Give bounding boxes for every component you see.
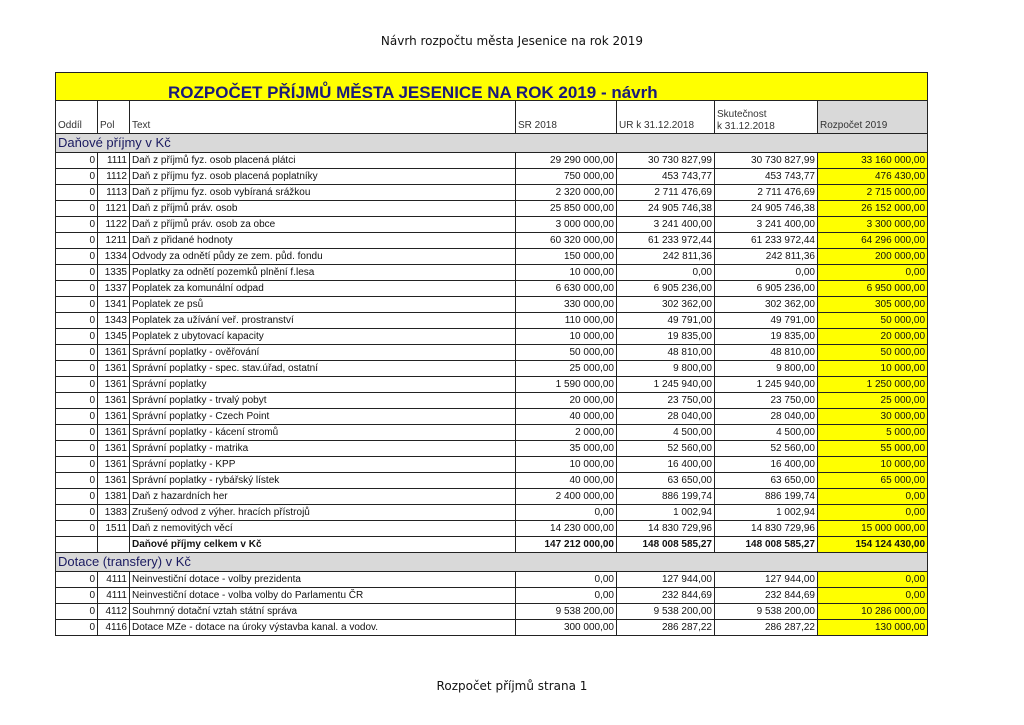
cell-rozp: 25 000,00 <box>818 393 928 409</box>
cell-sr: 2 320 000,00 <box>516 185 617 201</box>
cell-pol: 1361 <box>98 393 130 409</box>
cell-pol: 1121 <box>98 201 130 217</box>
page-footer: Rozpočet příjmů strana 1 <box>436 679 588 693</box>
table-row <box>56 505 928 521</box>
table-row <box>56 185 928 201</box>
cell-ur: 2 711 476,69 <box>617 185 715 201</box>
table-row <box>56 409 928 425</box>
cell-skut: 49 791,00 <box>715 313 818 329</box>
cell-sr: 14 230 000,00 <box>516 521 617 537</box>
table-row <box>56 249 928 265</box>
cell-rozp: 130 000,00 <box>818 620 928 636</box>
cell-ur: 4 500,00 <box>617 425 715 441</box>
cell-oddil: 0 <box>56 588 98 604</box>
table-row <box>56 361 928 377</box>
cell-oddil: 0 <box>56 345 98 361</box>
cell-text: Neinvestiční dotace - volby prezidenta <box>130 572 516 588</box>
table-row <box>56 329 928 345</box>
cell-sr: 0,00 <box>516 572 617 588</box>
cell-text: Dotace MZe - dotace na úroky výstavba kanal. a vodov. <box>130 620 516 636</box>
cell-ur: 286 287,22 <box>617 620 715 636</box>
cell-oddil: 0 <box>56 169 98 185</box>
cell-oddil: 0 <box>56 265 98 281</box>
cell-skut: 61 233 972,44 <box>715 233 818 249</box>
total-sr: 147 212 000,00 <box>516 537 617 553</box>
cell-ur: 9 538 200,00 <box>617 604 715 620</box>
cell-text: Zrušený odvod z výher. hracích přístrojů <box>130 505 516 521</box>
cell-text: Odvody za odnětí půdy ze zem. půd. fondu <box>130 249 516 265</box>
cell-text: Správní poplatky - KPP <box>130 457 516 473</box>
cell-rozp: 64 296 000,00 <box>818 233 928 249</box>
cell-skut: 886 199,74 <box>715 489 818 505</box>
cell-rozp: 65 000,00 <box>818 473 928 489</box>
cell-oddil: 0 <box>56 297 98 313</box>
cell-oddil: 0 <box>56 329 98 345</box>
cell-ur: 16 400,00 <box>617 457 715 473</box>
col-header-skut <box>715 101 818 134</box>
cell-sr: 9 538 200,00 <box>516 604 617 620</box>
cell-ur: 6 905 236,00 <box>617 281 715 297</box>
cell-skut: 2 711 476,69 <box>715 185 818 201</box>
table-row <box>56 201 928 217</box>
col-header-oddil: Oddíl <box>56 101 98 134</box>
cell-ur: 19 835,00 <box>617 329 715 345</box>
cell-sr: 20 000,00 <box>516 393 617 409</box>
cell-oddil: 0 <box>56 409 98 425</box>
cell-oddil: 0 <box>56 425 98 441</box>
cell-oddil: 0 <box>56 217 98 233</box>
col-header-text: Text <box>130 101 516 134</box>
cell-pol: 1335 <box>98 265 130 281</box>
cell-skut: 6 905 236,00 <box>715 281 818 297</box>
cell-ur: 28 040,00 <box>617 409 715 425</box>
cell-sr: 300 000,00 <box>516 620 617 636</box>
title-row <box>56 73 928 101</box>
table-row <box>56 604 928 620</box>
cell-rozp: 33 160 000,00 <box>818 153 928 169</box>
cell-ur: 14 830 729,96 <box>617 521 715 537</box>
cell-ur: 1 002,94 <box>617 505 715 521</box>
cell-ur: 0,00 <box>617 265 715 281</box>
table-row <box>56 169 928 185</box>
cell-pol: 4111 <box>98 572 130 588</box>
cell-rozp: 30 000,00 <box>818 409 928 425</box>
cell-rozp: 2 715 000,00 <box>818 185 928 201</box>
cell-ur: 453 743,77 <box>617 169 715 185</box>
cell-sr: 50 000,00 <box>516 345 617 361</box>
cell-pol: 1345 <box>98 329 130 345</box>
cell-skut: 9 538 200,00 <box>715 604 818 620</box>
cell-rozp: 3 300 000,00 <box>818 217 928 233</box>
cell-rozp: 50 000,00 <box>818 345 928 361</box>
cell-rozp: 10 000,00 <box>818 361 928 377</box>
cell-text: Daň z přidané hodnoty <box>130 233 516 249</box>
cell-ur: 52 560,00 <box>617 441 715 457</box>
cell-oddil: 0 <box>56 505 98 521</box>
cell-pol: 1341 <box>98 297 130 313</box>
cell-oddil: 0 <box>56 201 98 217</box>
cell-skut: 14 830 729,96 <box>715 521 818 537</box>
cell-ur: 23 750,00 <box>617 393 715 409</box>
cell-rozp: 0,00 <box>818 572 928 588</box>
cell-text: Správní poplatky - spec. stav.úřad, ostatní <box>130 361 516 377</box>
cell-oddil: 0 <box>56 473 98 489</box>
cell-sr: 29 290 000,00 <box>516 153 617 169</box>
cell-oddil: 0 <box>56 313 98 329</box>
budget-table <box>55 72 928 636</box>
cell-pol: 4111 <box>98 588 130 604</box>
cell-text: Správní poplatky - matrika <box>130 441 516 457</box>
cell-rozp: 5 000,00 <box>818 425 928 441</box>
cell-pol: 1337 <box>98 281 130 297</box>
cell-ur: 127 944,00 <box>617 572 715 588</box>
col-header-ur: UR k 31.12.2018 <box>617 101 715 134</box>
cell-text: Neinvestiční dotace - volba volby do Parlamentu ČR <box>130 588 516 604</box>
cell-oddil: 0 <box>56 393 98 409</box>
cell-sr: 10 000,00 <box>516 329 617 345</box>
cell-skut: 232 844,69 <box>715 588 818 604</box>
table-row <box>56 473 928 489</box>
cell-skut: 302 362,00 <box>715 297 818 313</box>
cell-text: Správní poplatky - Czech Point <box>130 409 516 425</box>
cell-sr: 35 000,00 <box>516 441 617 457</box>
cell-sr: 0,00 <box>516 505 617 521</box>
cell-pol: 1381 <box>98 489 130 505</box>
table-row <box>56 489 928 505</box>
table-row <box>56 572 928 588</box>
cell-text: Poplatky za odnětí pozemků plnění f.lesa <box>130 265 516 281</box>
cell-text: Daň z příjmu fyz. osob placená poplatníky <box>130 169 516 185</box>
cell-oddil: 0 <box>56 233 98 249</box>
cell-ur: 63 650,00 <box>617 473 715 489</box>
cell-sr: 25 000,00 <box>516 361 617 377</box>
cell-sr: 3 000 000,00 <box>516 217 617 233</box>
cell-text: Poplatek za komunální odpad <box>130 281 516 297</box>
cell-skut: 286 287,22 <box>715 620 818 636</box>
cell-sr: 6 630 000,00 <box>516 281 617 297</box>
table-row <box>56 313 928 329</box>
table-row <box>56 153 928 169</box>
cell-pol: 1361 <box>98 441 130 457</box>
table-row <box>56 217 928 233</box>
cell-oddil: 0 <box>56 521 98 537</box>
cell-sr: 110 000,00 <box>516 313 617 329</box>
cell-text: Správní poplatky - ověřování <box>130 345 516 361</box>
cell-ur: 242 811,36 <box>617 249 715 265</box>
cell-pol: 1361 <box>98 409 130 425</box>
cell-text: Daň z příjmů práv. osob <box>130 201 516 217</box>
table-row <box>56 233 928 249</box>
total-skut: 148 008 585,27 <box>715 537 818 553</box>
cell-skut: 9 800,00 <box>715 361 818 377</box>
cell-pol: 1383 <box>98 505 130 521</box>
cell-pol: 1112 <box>98 169 130 185</box>
cell-skut: 0,00 <box>715 265 818 281</box>
table-row <box>56 265 928 281</box>
cell-text: Poplatek za užívání veř. prostranství <box>130 313 516 329</box>
col-header-skut-line1: Skutečnost <box>717 109 767 120</box>
table-row <box>56 521 928 537</box>
cell-pol: 1361 <box>98 457 130 473</box>
cell-ur: 48 810,00 <box>617 345 715 361</box>
col-header-pol: Pol <box>98 101 130 134</box>
table-row <box>56 377 928 393</box>
table-row <box>56 620 928 636</box>
cell-oddil: 0 <box>56 377 98 393</box>
table-row <box>56 441 928 457</box>
cell-rozp: 10 286 000,00 <box>818 604 928 620</box>
cell-pol: 1361 <box>98 473 130 489</box>
cell-oddil: 0 <box>56 620 98 636</box>
cell-ur: 302 362,00 <box>617 297 715 313</box>
cell-skut: 16 400,00 <box>715 457 818 473</box>
cell-skut: 24 905 746,38 <box>715 201 818 217</box>
cell-rozp: 0,00 <box>818 588 928 604</box>
cell-skut: 28 040,00 <box>715 409 818 425</box>
cell-rozp: 10 000,00 <box>818 457 928 473</box>
cell-sr: 0,00 <box>516 588 617 604</box>
cell-rozp: 0,00 <box>818 505 928 521</box>
cell-pol: 1361 <box>98 425 130 441</box>
col-header-skut-line2: k 31.12.2018 <box>717 121 775 132</box>
cell-pol: 1334 <box>98 249 130 265</box>
cell-oddil: 0 <box>56 249 98 265</box>
table-title: ROZPOČET PŘÍJMŮ MĚSTA JESENICE NA ROK 2019 - návrh <box>56 73 928 101</box>
cell-rozp: 26 152 000,00 <box>818 201 928 217</box>
cell-rozp: 200 000,00 <box>818 249 928 265</box>
section-title: Dotace (transfery) v Kč <box>56 553 928 572</box>
cell-oddil: 0 <box>56 572 98 588</box>
table-row <box>56 297 928 313</box>
cell-oddil: 0 <box>56 281 98 297</box>
cell-skut: 453 743,77 <box>715 169 818 185</box>
cell-skut: 242 811,36 <box>715 249 818 265</box>
cell-text: Poplatek z ubytovací kapacity <box>130 329 516 345</box>
cell-sr: 330 000,00 <box>516 297 617 313</box>
cell-rozp: 50 000,00 <box>818 313 928 329</box>
cell-skut: 30 730 827,99 <box>715 153 818 169</box>
table-row <box>56 588 928 604</box>
cell-text: Daň z příjmů fyz. osob placená plátci <box>130 153 516 169</box>
cell-sr: 1 590 000,00 <box>516 377 617 393</box>
cell-sr: 25 850 000,00 <box>516 201 617 217</box>
cell-sr: 40 000,00 <box>516 473 617 489</box>
cell-pol: 1511 <box>98 521 130 537</box>
cell-skut: 1 245 940,00 <box>715 377 818 393</box>
cell-sr: 10 000,00 <box>516 457 617 473</box>
cell-skut: 23 750,00 <box>715 393 818 409</box>
cell-skut: 52 560,00 <box>715 441 818 457</box>
cell-ur: 49 791,00 <box>617 313 715 329</box>
cell-pol: 1211 <box>98 233 130 249</box>
cell-pol: 1111 <box>98 153 130 169</box>
cell-oddil: 0 <box>56 153 98 169</box>
cell-text: Správní poplatky <box>130 377 516 393</box>
cell-sr: 2 400 000,00 <box>516 489 617 505</box>
table-row <box>56 281 928 297</box>
cell-oddil: 0 <box>56 361 98 377</box>
table-row <box>56 345 928 361</box>
page-header: Návrh rozpočtu města Jesenice na rok 2019 <box>380 34 644 48</box>
cell-sr: 40 000,00 <box>516 409 617 425</box>
cell-empty <box>56 537 98 553</box>
cell-rozp: 476 430,00 <box>818 169 928 185</box>
cell-text: Poplatek ze psů <box>130 297 516 313</box>
section-title: Daňové příjmy v Kč <box>56 134 928 153</box>
cell-text: Daň z hazardních her <box>130 489 516 505</box>
cell-pol: 1361 <box>98 377 130 393</box>
total-row <box>56 537 928 553</box>
cell-pol: 1361 <box>98 361 130 377</box>
cell-sr: 750 000,00 <box>516 169 617 185</box>
cell-skut: 48 810,00 <box>715 345 818 361</box>
cell-text: Souhrnný dotační vztah státní správa <box>130 604 516 620</box>
cell-rozp: 15 000 000,00 <box>818 521 928 537</box>
cell-empty <box>98 537 130 553</box>
cell-ur: 9 800,00 <box>617 361 715 377</box>
header-row <box>56 101 928 134</box>
cell-pol: 1113 <box>98 185 130 201</box>
cell-ur: 24 905 746,38 <box>617 201 715 217</box>
cell-skut: 1 002,94 <box>715 505 818 521</box>
cell-ur: 3 241 400,00 <box>617 217 715 233</box>
budget-sheet <box>55 72 927 636</box>
cell-oddil: 0 <box>56 457 98 473</box>
col-header-sr: SR 2018 <box>516 101 617 134</box>
section-row <box>56 553 928 572</box>
cell-rozp: 0,00 <box>818 489 928 505</box>
cell-pol: 1343 <box>98 313 130 329</box>
table-row <box>56 393 928 409</box>
cell-text: Daň z příjmů práv. osob za obce <box>130 217 516 233</box>
cell-sr: 150 000,00 <box>516 249 617 265</box>
cell-sr: 10 000,00 <box>516 265 617 281</box>
cell-skut: 4 500,00 <box>715 425 818 441</box>
cell-rozp: 305 000,00 <box>818 297 928 313</box>
cell-ur: 30 730 827,99 <box>617 153 715 169</box>
cell-ur: 232 844,69 <box>617 588 715 604</box>
cell-pol: 4116 <box>98 620 130 636</box>
cell-oddil: 0 <box>56 489 98 505</box>
cell-text: Daň z nemovitých věcí <box>130 521 516 537</box>
cell-skut: 3 241 400,00 <box>715 217 818 233</box>
total-ur: 148 008 585,27 <box>617 537 715 553</box>
cell-skut: 19 835,00 <box>715 329 818 345</box>
total-text: Daňové příjmy celkem v Kč <box>130 537 516 553</box>
cell-pol: 1361 <box>98 345 130 361</box>
cell-oddil: 0 <box>56 604 98 620</box>
cell-ur: 886 199,74 <box>617 489 715 505</box>
cell-ur: 61 233 972,44 <box>617 233 715 249</box>
cell-sr: 60 320 000,00 <box>516 233 617 249</box>
cell-text: Správní poplatky - kácení stromů <box>130 425 516 441</box>
total-rozp: 154 124 430,00 <box>818 537 928 553</box>
cell-ur: 1 245 940,00 <box>617 377 715 393</box>
table-row <box>56 425 928 441</box>
section-row <box>56 134 928 153</box>
cell-rozp: 55 000,00 <box>818 441 928 457</box>
table-row <box>56 457 928 473</box>
cell-skut: 63 650,00 <box>715 473 818 489</box>
cell-rozp: 6 950 000,00 <box>818 281 928 297</box>
cell-oddil: 0 <box>56 185 98 201</box>
cell-pol: 4112 <box>98 604 130 620</box>
cell-skut: 127 944,00 <box>715 572 818 588</box>
cell-text: Správní poplatky - rybářský lístek <box>130 473 516 489</box>
cell-sr: 2 000,00 <box>516 425 617 441</box>
cell-rozp: 1 250 000,00 <box>818 377 928 393</box>
cell-oddil: 0 <box>56 441 98 457</box>
cell-text: Správní poplatky - trvalý pobyt <box>130 393 516 409</box>
cell-pol: 1122 <box>98 217 130 233</box>
cell-rozp: 20 000,00 <box>818 329 928 345</box>
cell-text: Daň z příjmu fyz. osob vybíraná srážkou <box>130 185 516 201</box>
cell-rozp: 0,00 <box>818 265 928 281</box>
col-header-rozp: Rozpočet 2019 <box>818 101 928 134</box>
